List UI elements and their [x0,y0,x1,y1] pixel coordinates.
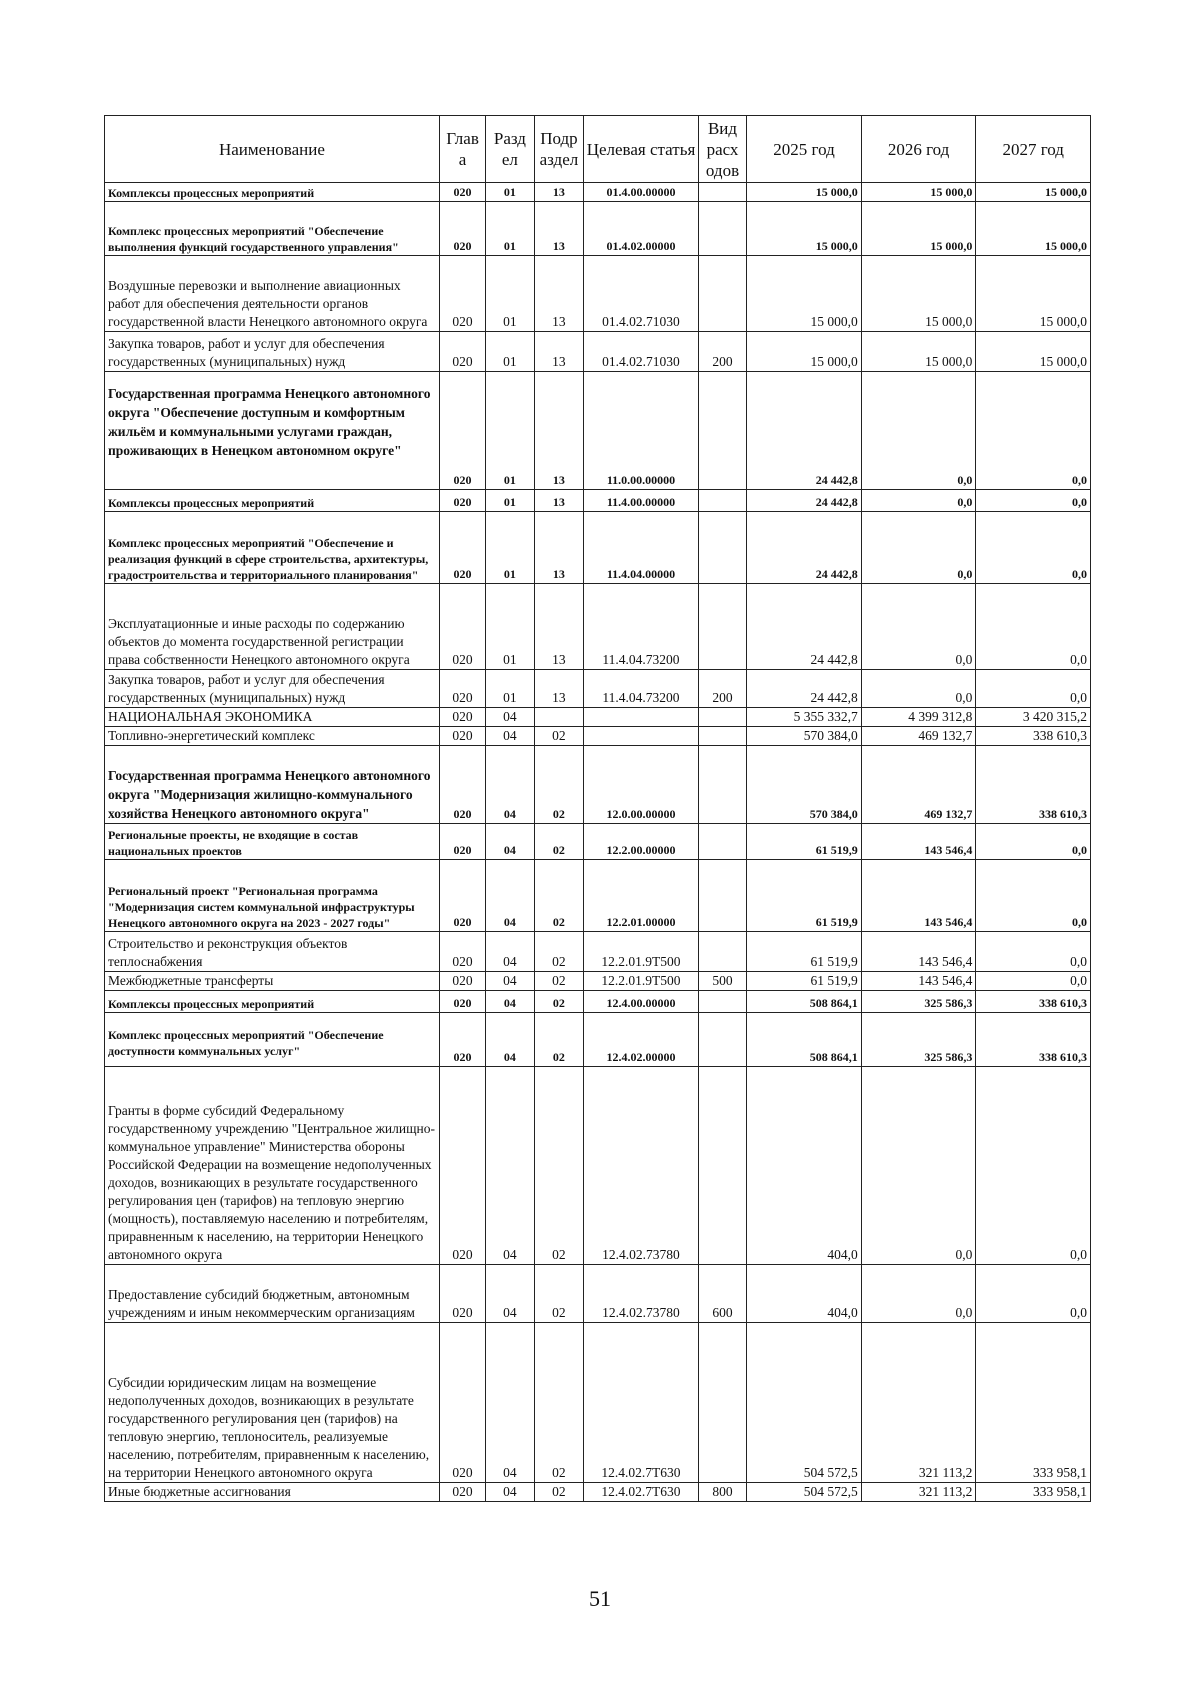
cell-2026: 0,0 [861,1265,976,1323]
cell-2025: 5 355 332,7 [747,708,862,727]
cell-celevaya: 11.4.00.00000 [584,490,699,512]
table-row [105,1483,1091,1502]
cell-celevaya: 12.4.02.7Т630 [584,1483,699,1502]
cell-razdel: 04 [486,932,534,972]
cell-podrazdel: 02 [534,1483,584,1502]
cell-2027: 15 000,0 [976,183,1091,202]
cell-2025: 24 442,8 [747,512,862,584]
cell-glava: 020 [439,256,485,332]
cell-2026: 143 546,4 [861,824,976,860]
table-row [105,202,1091,256]
cell-vid [698,932,746,972]
cell-glava: 020 [439,991,485,1013]
cell-vid [698,746,746,824]
cell-name: Комплекс процессных мероприятий "Обеспечение доступности коммунальных услуг" [105,1013,440,1067]
cell-2027: 0,0 [976,372,1091,490]
cell-podrazdel: 02 [534,1067,584,1265]
cell-celevaya: 12.2.01.00000 [584,860,699,932]
cell-name: Строительство и реконструкция объектов теплоснабжения [105,932,440,972]
cell-razdel: 01 [486,183,534,202]
cell-glava: 020 [439,1483,485,1502]
cell-2025: 61 519,9 [747,824,862,860]
cell-name: Комплекс процессных мероприятий "Обеспечение выполнения функций государственного управления" [105,202,440,256]
cell-vid [698,1323,746,1483]
cell-2026: 0,0 [861,490,976,512]
cell-glava: 020 [439,670,485,708]
cell-razdel: 01 [486,372,534,490]
cell-razdel: 01 [486,256,534,332]
cell-glava: 020 [439,584,485,670]
cell-name: Комплексы процессных мероприятий [105,991,440,1013]
cell-podrazdel: 02 [534,860,584,932]
cell-name: Комплексы процессных мероприятий [105,183,440,202]
cell-glava: 020 [439,708,485,727]
cell-2025: 508 864,1 [747,991,862,1013]
header-2025: 2025 год [747,116,862,183]
cell-2027: 0,0 [976,1067,1091,1265]
cell-2025: 15 000,0 [747,202,862,256]
header-podrazdel: Подр аздел [534,116,584,183]
cell-2025: 61 519,9 [747,972,862,991]
cell-celevaya: 12.4.00.00000 [584,991,699,1013]
header-vid: Вид расх одов [698,116,746,183]
cell-razdel: 01 [486,512,534,584]
cell-2026: 143 546,4 [861,972,976,991]
cell-name: Комплекс процессных мероприятий "Обеспечение и реализация функций в сфере строительства, архитектуры, градостроительства и территориального планирования" [105,512,440,584]
table-row [105,512,1091,584]
table-row [105,860,1091,932]
cell-celevaya: 12.2.01.9Т500 [584,972,699,991]
header-celevaya: Целевая статья [584,116,699,183]
cell-vid: 200 [698,332,746,372]
cell-celevaya: 11.0.00.00000 [584,372,699,490]
cell-2027: 333 958,1 [976,1483,1091,1502]
cell-2027: 0,0 [976,490,1091,512]
cell-vid [698,1013,746,1067]
cell-vid [698,490,746,512]
table-row [105,183,1091,202]
cell-2027: 338 610,3 [976,1013,1091,1067]
cell-razdel: 04 [486,860,534,932]
cell-celevaya: 01.4.00.00000 [584,183,699,202]
cell-2027: 333 958,1 [976,1323,1091,1483]
cell-2025: 24 442,8 [747,584,862,670]
cell-2027: 0,0 [976,512,1091,584]
cell-name: Межбюджетные трансферты [105,972,440,991]
cell-glava: 020 [439,972,485,991]
cell-2025: 15 000,0 [747,183,862,202]
cell-2025: 508 864,1 [747,1013,862,1067]
cell-vid [698,860,746,932]
cell-2026: 321 113,2 [861,1483,976,1502]
cell-2025: 504 572,5 [747,1483,862,1502]
cell-vid [698,584,746,670]
table-row [105,727,1091,746]
cell-name: Гранты в форме субсидий Федеральному государственному учреждению "Центральное жилищно-коммунальное управление" Министерства обороны Российской Федерации на возмещение недополученных доходов, возникающих в результате государственного регулирования цен (тарифов) на тепловую энергию (мощность), поставляемую населению и потребителям, приравненным к населению, на территории Ненецкого автономного округа [105,1067,440,1265]
cell-name: Воздушные перевозки и выполнение авиационных работ для обеспечения деятельности органов государственной власти Ненецкого автономного округа [105,256,440,332]
cell-vid [698,183,746,202]
header-2027: 2027 год [976,116,1091,183]
cell-vid [698,824,746,860]
cell-vid [698,1067,746,1265]
cell-glava: 020 [439,1323,485,1483]
cell-razdel: 04 [486,746,534,824]
cell-2025: 15 000,0 [747,332,862,372]
cell-2025: 24 442,8 [747,372,862,490]
cell-2026: 325 586,3 [861,991,976,1013]
cell-2027: 0,0 [976,860,1091,932]
cell-podrazdel [534,708,584,727]
cell-2026: 0,0 [861,1067,976,1265]
cell-podrazdel: 13 [534,256,584,332]
cell-podrazdel: 13 [534,202,584,256]
cell-name: Закупка товаров, работ и услуг для обеспечения государственных (муниципальных) нужд [105,670,440,708]
cell-vid [698,256,746,332]
cell-2025: 24 442,8 [747,490,862,512]
cell-podrazdel: 02 [534,991,584,1013]
cell-2026: 325 586,3 [861,1013,976,1067]
cell-2026: 0,0 [861,372,976,490]
cell-name: Субсидии юридическим лицам на возмещение недополученных доходов, возникающих в результате государственного регулирования цен (тарифов) на тепловую энергию, теплоноситель, реализуемые населению, потребителям, приравненным к населению, на территории Ненецкого автономного округа [105,1323,440,1483]
header-name: Наименование [105,116,440,183]
table-row [105,332,1091,372]
cell-name: Эксплуатационные и иные расходы по содержанию объектов до момента государственной регистрации права собственности Ненецкого автономного округа [105,584,440,670]
table-row [105,372,1091,490]
cell-2027: 0,0 [976,824,1091,860]
cell-podrazdel: 13 [534,332,584,372]
cell-celevaya: 12.4.02.7Т630 [584,1323,699,1483]
cell-podrazdel: 13 [534,584,584,670]
cell-name: Государственная программа Ненецкого автономного округа "Обеспечение доступным и комфортным жильём и коммунальными услугами граждан, проживающих в Ненецком автономном округе" [105,372,440,490]
header-razdel: Разд ел [486,116,534,183]
cell-celevaya [584,727,699,746]
cell-razdel: 04 [486,727,534,746]
table-row [105,824,1091,860]
cell-2025: 15 000,0 [747,256,862,332]
cell-name: Региональные проекты, не входящие в состав национальных проектов [105,824,440,860]
table-row [105,708,1091,727]
table-row [105,932,1091,972]
cell-2026: 0,0 [861,512,976,584]
cell-razdel: 01 [486,584,534,670]
cell-celevaya: 01.4.02.71030 [584,256,699,332]
cell-2025: 404,0 [747,1265,862,1323]
cell-razdel: 04 [486,1013,534,1067]
cell-name: Предоставление субсидий бюджетным, автономным учреждениям и иным некоммерческим организациям [105,1265,440,1323]
cell-2026: 0,0 [861,670,976,708]
table-row [105,670,1091,708]
cell-razdel: 04 [486,824,534,860]
table-row [105,746,1091,824]
cell-razdel: 04 [486,991,534,1013]
cell-name: Региональный проект "Региональная программа "Модернизация систем коммунальной инфраструктуры Ненецкого автономного округа на 2023 - 2027 годы" [105,860,440,932]
cell-celevaya: 01.4.02.00000 [584,202,699,256]
cell-2025: 61 519,9 [747,860,862,932]
cell-vid [698,512,746,584]
cell-vid [698,727,746,746]
cell-podrazdel: 02 [534,932,584,972]
cell-2027: 338 610,3 [976,991,1091,1013]
cell-2025: 570 384,0 [747,727,862,746]
cell-glava: 020 [439,202,485,256]
cell-glava: 020 [439,1013,485,1067]
table-header-row [105,116,1091,183]
cell-2026: 321 113,2 [861,1323,976,1483]
table-row [105,1013,1091,1067]
cell-name: Топливно-энергетический комплекс [105,727,440,746]
cell-2027: 3 420 315,2 [976,708,1091,727]
header-2026: 2026 год [861,116,976,183]
cell-razdel: 01 [486,490,534,512]
cell-2027: 0,0 [976,972,1091,991]
cell-podrazdel: 02 [534,972,584,991]
cell-celevaya: 12.4.02.73780 [584,1067,699,1265]
cell-2025: 504 572,5 [747,1323,862,1483]
cell-razdel: 01 [486,332,534,372]
cell-2026: 15 000,0 [861,202,976,256]
cell-razdel: 01 [486,202,534,256]
cell-name: НАЦИОНАЛЬНАЯ ЭКОНОМИКА [105,708,440,727]
cell-name: Комплексы процессных мероприятий [105,490,440,512]
cell-2027: 15 000,0 [976,256,1091,332]
cell-vid: 600 [698,1265,746,1323]
cell-celevaya: 12.2.00.00000 [584,824,699,860]
cell-podrazdel: 13 [534,512,584,584]
table-row [105,490,1091,512]
cell-razdel: 01 [486,670,534,708]
table-row [105,1323,1091,1483]
cell-podrazdel: 02 [534,746,584,824]
cell-razdel: 04 [486,1265,534,1323]
cell-razdel: 04 [486,972,534,991]
cell-2026: 143 546,4 [861,932,976,972]
table-row [105,991,1091,1013]
cell-vid: 500 [698,972,746,991]
cell-celevaya [584,708,699,727]
cell-celevaya: 11.4.04.73200 [584,584,699,670]
cell-celevaya: 12.4.02.00000 [584,1013,699,1067]
cell-2027: 0,0 [976,584,1091,670]
cell-glava: 020 [439,512,485,584]
cell-vid: 200 [698,670,746,708]
cell-celevaya: 11.4.04.00000 [584,512,699,584]
cell-2025: 61 519,9 [747,932,862,972]
cell-podrazdel: 13 [534,183,584,202]
cell-podrazdel: 13 [534,490,584,512]
cell-2027: 0,0 [976,670,1091,708]
table-row [105,1067,1091,1265]
cell-vid [698,708,746,727]
cell-2026: 15 000,0 [861,183,976,202]
cell-2027: 15 000,0 [976,202,1091,256]
cell-glava: 020 [439,490,485,512]
table-row [105,1265,1091,1323]
cell-glava: 020 [439,727,485,746]
cell-razdel: 04 [486,708,534,727]
cell-podrazdel: 13 [534,670,584,708]
cell-celevaya: 12.0.00.00000 [584,746,699,824]
cell-vid [698,202,746,256]
cell-glava: 020 [439,860,485,932]
cell-celevaya: 12.2.01.9Т500 [584,932,699,972]
cell-razdel: 04 [486,1323,534,1483]
cell-podrazdel: 02 [534,1265,584,1323]
cell-podrazdel: 02 [534,1323,584,1483]
cell-2027: 15 000,0 [976,332,1091,372]
cell-glava: 020 [439,372,485,490]
table-row [105,972,1091,991]
cell-2026: 469 132,7 [861,727,976,746]
page-number: 51 [589,1586,611,1611]
cell-2026: 469 132,7 [861,746,976,824]
cell-glava: 020 [439,1067,485,1265]
cell-2025: 24 442,8 [747,670,862,708]
cell-2026: 0,0 [861,584,976,670]
cell-2027: 0,0 [976,932,1091,972]
cell-glava: 020 [439,1265,485,1323]
table-row [105,256,1091,332]
cell-2027: 338 610,3 [976,727,1091,746]
cell-2026: 4 399 312,8 [861,708,976,727]
cell-vid [698,372,746,490]
cell-2027: 0,0 [976,1265,1091,1323]
cell-vid: 800 [698,1483,746,1502]
cell-glava: 020 [439,332,485,372]
cell-2027: 338 610,3 [976,746,1091,824]
cell-name: Государственная программа Ненецкого автономного округа "Модернизация жилищно-коммунального хозяйства Ненецкого автономного округа" [105,746,440,824]
budget-table [104,115,1091,1502]
cell-podrazdel: 13 [534,372,584,490]
cell-podrazdel: 02 [534,824,584,860]
cell-2025: 570 384,0 [747,746,862,824]
cell-podrazdel: 02 [534,727,584,746]
cell-vid [698,991,746,1013]
cell-glava: 020 [439,746,485,824]
cell-name: Закупка товаров, работ и услуг для обеспечения государственных (муниципальных) нужд [105,332,440,372]
header-glava: Глав а [439,116,485,183]
cell-razdel: 04 [486,1067,534,1265]
cell-celevaya: 12.4.02.73780 [584,1265,699,1323]
cell-glava: 020 [439,932,485,972]
cell-glava: 020 [439,824,485,860]
cell-name: Иные бюджетные ассигнования [105,1483,440,1502]
cell-glava: 020 [439,183,485,202]
cell-2025: 404,0 [747,1067,862,1265]
table-row [105,584,1091,670]
cell-celevaya: 11.4.04.73200 [584,670,699,708]
cell-2026: 15 000,0 [861,332,976,372]
cell-2026: 15 000,0 [861,256,976,332]
cell-2026: 143 546,4 [861,860,976,932]
cell-celevaya: 01.4.02.71030 [584,332,699,372]
cell-podrazdel: 02 [534,1013,584,1067]
cell-razdel: 04 [486,1483,534,1502]
